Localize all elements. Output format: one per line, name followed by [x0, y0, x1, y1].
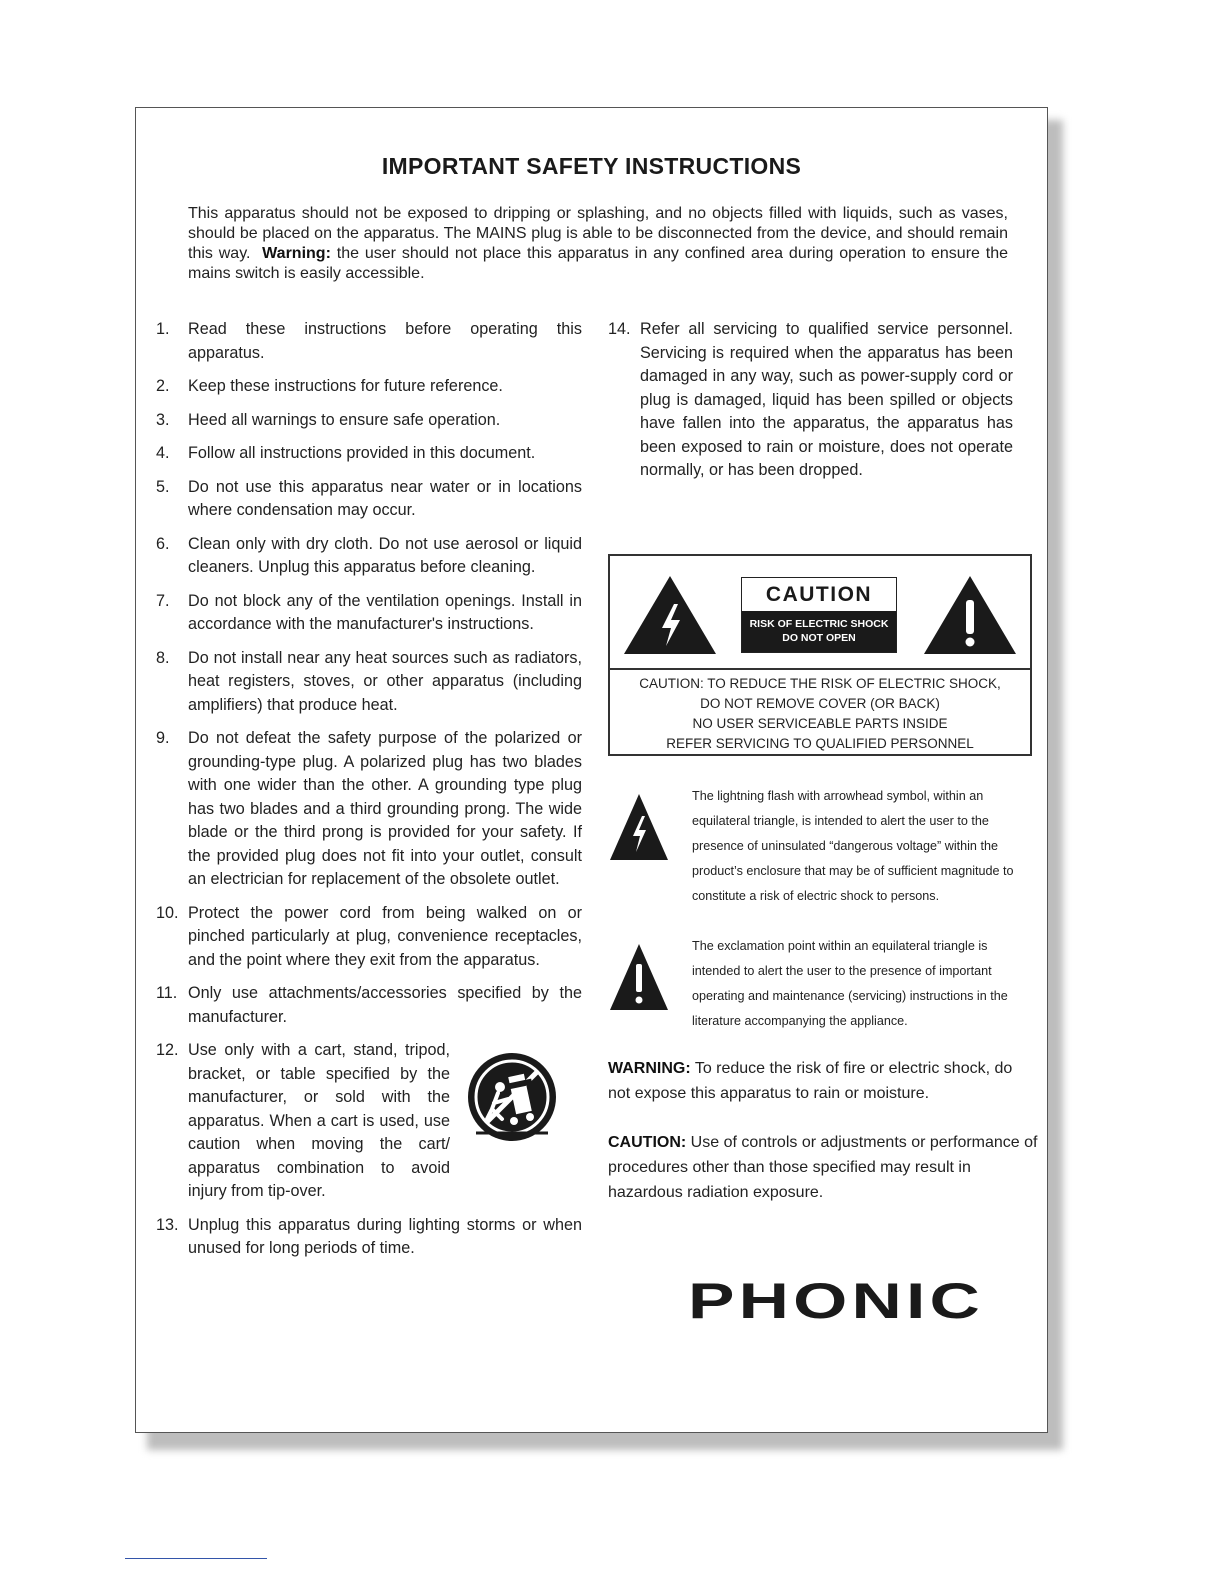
instruction-number: 2. [156, 377, 170, 395]
warning-paragraph [608, 1056, 1038, 1106]
intro-warning-label: Warning: [262, 245, 331, 262]
instruction-number: 5. [156, 477, 170, 496]
laser-caution-label: CAUTION: [608, 1134, 687, 1151]
instruction-item-13 [156, 1214, 582, 1261]
instruction-text: Do not use this apparatus near water or in locations where condensation may occur. [188, 477, 582, 519]
instruction-list-left [156, 318, 582, 1261]
lightning-triangle-icon [622, 574, 718, 656]
instruction-number: 13. [156, 1215, 179, 1234]
instruction-text: Use only with a cart, stand, tripod, bracket, or table specified by the manufacturer, or sold with the apparatus. When a cart is used, use caution when moving the cart/ apparatus combination to avoid injury from tip-over. [188, 1041, 450, 1200]
instruction-text: Only use attachments/accessories specified by the manufacturer. [188, 984, 582, 1026]
exclamation-description: The exclamation point within an equilateral triangle is intended to alert the user to the presence of important operating and maintenance (servicing) instructions in the literature accompanying the appliance. [692, 939, 1008, 1028]
laser-caution-text: Use of controls or adjustments or performance of procedures other than those specified may result in hazardous radiation exposure. [608, 1134, 1038, 1201]
instruction-item-11 [156, 982, 582, 1029]
warning-label: WARNING: [608, 1060, 691, 1077]
instruction-text: Refer all servicing to qualified service personnel. Servicing is required when the apparatus has been damaged in any way, such as power-supply cord or plug is damaged, liquid has been spilled or objects have fallen into the apparatus, the apparatus has been exposed to rain or moisture, does not operate normally, or has been dropped. [640, 320, 1013, 479]
laser-caution-paragraph [608, 1130, 1038, 1205]
caution-text-block [610, 674, 1030, 754]
caution-symbols-row [610, 556, 1030, 670]
caution-line-3: NO USER SERVICEABLE PARTS INSIDE [692, 716, 948, 731]
instruction-text: Unplug this apparatus during lighting storms or when unused for long periods of time. [188, 1215, 582, 1257]
instruction-item-12 [156, 1039, 582, 1204]
exclamation-triangle-icon [608, 942, 670, 1012]
instruction-number: 9. [156, 729, 170, 747]
intro-text-before: This apparatus should not be exposed to dripping or splashing, and no objects filled with liquids, such as vases, should be placed on the apparatus. The MAINS plug is able to be disconnected from the device, and should remain this way. [188, 205, 1008, 262]
instruction-list-right [608, 318, 1013, 483]
instruction-item-4 [156, 442, 582, 466]
caution-line-1: CAUTION: TO REDUCE THE RISK OF ELECTRIC SHOCK, [639, 676, 1001, 691]
warning-text: To reduce the risk of fire or electric shock, do not expose this apparatus to rain or moisture. [608, 1060, 1013, 1102]
instruction-item-5 [156, 476, 582, 523]
instruction-number: 1. [156, 320, 170, 338]
instruction-text: Heed all warnings to ensure safe operation. [188, 410, 501, 429]
intro-text-after: the user should not place this apparatus in any confined area during operation to ensure the mains switch is easily accessible. [188, 245, 1009, 282]
caution-label-box [608, 554, 1032, 756]
caution-line-2: DO NOT REMOVE COVER (OR BACK) [700, 696, 940, 711]
instruction-item-1 [156, 318, 582, 365]
instruction-text: Protect the power cord from being walked on or pinched particularly at plug, convenience receptacles, and the point where they exit from the apparatus. [188, 903, 582, 969]
footer-rule [125, 1558, 267, 1559]
instruction-item-6 [156, 533, 582, 580]
instruction-item-2 [156, 375, 582, 399]
instruction-number: 14. [608, 320, 631, 338]
document-page [135, 107, 1048, 1433]
caution-sub-line-2: DO NOT OPEN [782, 632, 856, 644]
instruction-text: Do not defeat the safety purpose of the polarized or grounding-type plug. A polarized plug has two blades with one wider than the other. A grounding type plug has two blades and a third grounding prong. The wide blade or the third prong is provided for your safety. If the provided plug does not fit into your outlet, consult an electrician for replacement of the obsolete outlet. [188, 729, 582, 888]
instruction-text: Read these instructions before operating this apparatus. [188, 320, 582, 362]
lightning-description: The lightning flash with arrowhead symbol, within an equilateral triangle, is intended to alert the user to the presence of uninsulated “dangerous voltage” within the product’s enclosure that may be of sufficient magnitude to constitute a risk of electric shock to persons. [692, 789, 1014, 903]
instruction-number: 6. [156, 534, 170, 553]
instruction-number: 10. [156, 903, 179, 922]
lightning-symbol-explanation [608, 784, 1032, 914]
instruction-12-content [188, 1039, 582, 1204]
cart-tip-over-warning-icon [462, 1047, 562, 1147]
instruction-text: Keep these instructions for future reference. [188, 377, 503, 395]
intro-paragraph [188, 204, 1008, 284]
instruction-item-8 [156, 647, 582, 718]
caution-sub-line-1: RISK OF ELECTRIC SHOCK [749, 618, 889, 630]
phonic-logo-text: PHONIC [688, 1274, 984, 1326]
caution-label-sub [742, 611, 896, 652]
instruction-item-7 [156, 590, 582, 637]
instruction-number: 12. [156, 1041, 179, 1059]
exclamation-triangle-icon [922, 574, 1018, 656]
instructions-right-column [608, 318, 1013, 493]
instruction-number: 8. [156, 648, 170, 667]
instruction-item-10 [156, 902, 582, 973]
instruction-number: 4. [156, 444, 170, 462]
instruction-item-14 [608, 318, 1013, 483]
instruction-item-3 [156, 409, 582, 433]
instruction-text: Follow all instructions provided in this document. [188, 444, 536, 462]
instruction-number: 3. [156, 410, 170, 429]
instruction-item-9 [156, 727, 582, 892]
instructions-left-column [156, 318, 582, 1271]
caution-label [741, 577, 897, 653]
page-title: IMPORTANT SAFETY INSTRUCTIONS [381, 153, 802, 179]
caution-label-heading: CAUTION [765, 583, 873, 606]
exclamation-symbol-explanation [608, 934, 1032, 1038]
phonic-logo [688, 1274, 988, 1326]
instruction-number: 7. [156, 591, 170, 610]
caution-line-4: REFER SERVICING TO QUALIFIED PERSONNEL [666, 736, 974, 751]
instruction-text: Do not block any of the ventilation openings. Install in accordance with the manufacturer's instructions. [188, 591, 582, 633]
instruction-number: 11. [156, 984, 178, 1002]
instruction-text: Do not install near any heat sources such as radiators, heat registers, stoves, or other apparatus (including amplifiers) that produce heat. [188, 648, 582, 714]
lightning-triangle-icon [608, 792, 670, 862]
instruction-text: Clean only with dry cloth. Do not use aerosol or liquid cleaners. Unplug this apparatus before cleaning. [188, 534, 582, 576]
